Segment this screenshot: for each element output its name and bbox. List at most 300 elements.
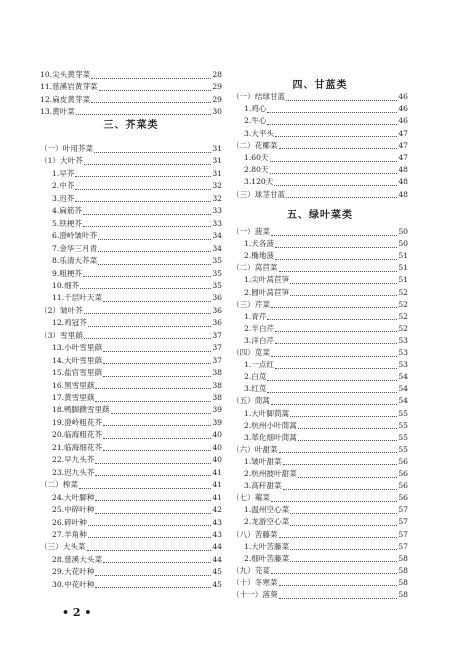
toc-entry-label: （十一）落葵 (232, 590, 278, 599)
toc-entry (232, 298, 408, 311)
leader-dots (290, 518, 397, 526)
leader-dots (286, 190, 397, 198)
toc-entry-page: 35 (212, 280, 222, 290)
toc-entry-label: 24.大叶脚种 (52, 492, 95, 502)
toc-entry-label: （1）大叶芥 (40, 156, 83, 166)
leader-dots (279, 591, 397, 599)
toc-entry-page: 44 (212, 554, 222, 564)
leader-dots (95, 468, 211, 476)
toc-entry-label: 3.大平头 (244, 128, 275, 138)
toc-entry (40, 379, 222, 392)
leader-dots (83, 207, 211, 215)
toc-entry (40, 204, 222, 217)
toc-entry-label: 13.黄叶菜 (40, 106, 75, 116)
leader-dots (84, 306, 211, 314)
toc-entry-page: 55 (398, 420, 408, 430)
toc-entry-page: 58 (398, 577, 408, 587)
toc-entry (232, 431, 408, 444)
toc-entry-page: 47 (398, 128, 408, 138)
leader-dots (279, 445, 397, 453)
leader-dots (103, 356, 211, 364)
toc-entry-page: 48 (398, 177, 408, 187)
toc-entry-page: 53 (398, 335, 408, 345)
toc-entry (40, 528, 222, 541)
toc-entry (232, 564, 408, 577)
toc-entry-page: 39 (212, 417, 222, 427)
leader-dots (271, 300, 397, 308)
toc-entry-page: 56 (398, 469, 408, 478)
toc-entry (232, 139, 408, 152)
toc-entry-label: 3.红苋 (244, 384, 267, 394)
toc-entry-page: 51 (398, 251, 408, 261)
toc-entry (232, 515, 408, 528)
leader-dots (267, 105, 397, 113)
toc-entry (40, 93, 222, 106)
toc-entry-page: 38 (212, 380, 222, 390)
toc-entry (40, 466, 222, 479)
leader-dots (298, 421, 397, 429)
toc-entry-page: 28 (212, 70, 222, 79)
toc-entry (232, 467, 408, 480)
toc-entry (40, 267, 222, 280)
leader-dots (91, 95, 211, 103)
toc-entry-page: 45 (212, 579, 222, 589)
leader-dots (80, 281, 211, 289)
leader-dots (290, 506, 397, 514)
leader-dots (94, 145, 211, 153)
toc-entry-label: 3.迟芥 (52, 193, 75, 203)
toc-entry-label: 2.杭州小叶茼蒿 (244, 420, 297, 430)
toc-entry-page: 46 (398, 116, 408, 126)
toc-entry (40, 416, 222, 429)
toc-entry-page: 36 (212, 293, 222, 303)
leader-dots (270, 154, 397, 162)
toc-entry-page: 36 (212, 305, 222, 315)
toc-entry (232, 540, 408, 553)
toc-entry (232, 358, 408, 371)
toc-entry-label: 28.慈溪大头菜 (52, 554, 103, 564)
toc-entry-label: 1.犬各菠 (244, 239, 275, 249)
toc-entry (40, 391, 222, 404)
toc-entry (40, 516, 222, 529)
toc-entry (40, 503, 222, 516)
toc-entry (232, 394, 408, 407)
leader-dots (267, 385, 397, 393)
toc-entry-page: 57 (398, 505, 408, 515)
toc-entry-page: 40 (212, 455, 222, 465)
toc-entry-label: 2.半白芹 (244, 323, 275, 333)
toc-entry-page: 41 (212, 480, 222, 490)
toc-entry-label: （十）冬寒菜 (232, 577, 278, 587)
toc-entry-label: 1.大叶苦藤菜 (244, 541, 290, 551)
toc-entry-label: 18.鸭脚蹼雪里蕻 (52, 405, 110, 415)
leader-dots (271, 349, 397, 357)
leader-dots (95, 506, 211, 514)
leader-dots (75, 182, 211, 190)
toc-entry-label: 20.临海粗花芥 (52, 430, 103, 440)
toc-entry (40, 354, 222, 367)
toc-entry (40, 304, 222, 317)
toc-entry-page: 33 (212, 206, 222, 216)
toc-entry-page: 54 (398, 396, 408, 406)
leader-dots (98, 257, 211, 265)
toc-entry-page: 51 (398, 275, 408, 285)
toc-entry (40, 316, 222, 329)
leader-dots (290, 542, 397, 550)
toc-entry (232, 503, 408, 516)
toc-entry-label: （3）雪里蕻 (40, 330, 83, 340)
toc-entry-page: 55 (398, 444, 408, 454)
leader-dots (275, 361, 397, 369)
toc-entry-page: 30 (212, 106, 222, 116)
leader-dots (279, 530, 397, 538)
toc-entry-page: 54 (398, 384, 408, 394)
toc-entry-label: （三）大头菜 (40, 542, 86, 552)
toc-entry (232, 346, 408, 359)
toc-entry-page: 53 (398, 348, 408, 357)
toc-entry (232, 479, 408, 492)
toc-entry-page: 34 (212, 243, 222, 253)
toc-entry-page: 57 (398, 529, 408, 539)
leader-dots (103, 344, 211, 352)
leader-dots (95, 580, 211, 588)
toc-entry-label: 1.60天 (244, 153, 269, 162)
leader-dots (95, 394, 211, 402)
toc-entry-page: 58 (398, 590, 408, 599)
toc-entry (232, 382, 408, 395)
leader-dots (274, 178, 397, 186)
toc-entry (232, 310, 408, 323)
toc-entry (232, 407, 408, 420)
toc-entry-label: 2.龙游空心菜 (244, 517, 290, 527)
leader-dots (88, 319, 211, 327)
toc-entry-page: 29 (212, 82, 222, 92)
leader-dots (83, 219, 211, 227)
toc-entry-label: （八）苦藤菜 (232, 529, 278, 539)
toc-entry-label: （一）结球甘蓝 (232, 92, 286, 101)
leader-dots (298, 470, 397, 478)
leader-dots (270, 166, 397, 174)
toc-entry (232, 455, 408, 468)
toc-entry-label: 26.碎叶种 (52, 517, 87, 527)
toc-entry-label: （三）芹菜 (232, 299, 270, 309)
toc-entry-page: 31 (212, 168, 222, 178)
toc-entry (232, 163, 408, 176)
toc-entry-page: 46 (398, 104, 408, 114)
toc-entry (40, 68, 222, 81)
leader-dots (88, 530, 211, 538)
toc-entry (40, 491, 222, 504)
leader-dots (290, 276, 397, 284)
toc-entry (232, 286, 408, 299)
toc-entry-label: 6.澄岭皱叶芥 (52, 231, 98, 241)
toc-entry-page: 55 (398, 408, 408, 418)
toc-entry-page: 45 (212, 567, 222, 577)
toc-entry-label: 2.椭地菠 (244, 251, 275, 261)
toc-entry (232, 151, 408, 164)
toc-entry-page: 55 (398, 432, 408, 442)
page-number: • 2 • (62, 606, 92, 619)
leader-dots (267, 117, 397, 125)
leader-dots (290, 409, 397, 417)
leader-dots (103, 418, 211, 426)
toc-entry (40, 142, 222, 155)
leader-dots (98, 232, 211, 240)
toc-entry-label: 19.澄岭粗花芥 (52, 417, 103, 427)
leader-dots (279, 264, 397, 272)
toc-entry-page: 44 (212, 542, 222, 552)
toc-entry-label: （2）皱叶芥 (40, 305, 83, 315)
toc-entry (40, 565, 222, 578)
toc-entry-label: 10.尖头黄芽菜 (40, 70, 91, 79)
toc-entry-page: 48 (398, 189, 408, 199)
toc-entry-page: 54 (398, 372, 408, 382)
toc-entry (232, 528, 408, 541)
toc-entry (232, 237, 408, 250)
leader-dots (103, 369, 211, 377)
toc-entry-label: 4.扁筋芥 (52, 206, 83, 216)
toc-entry-label: 2.白苋 (244, 372, 267, 382)
toc-entry-label: 3.革化细叶茼蒿 (244, 432, 297, 442)
leader-dots (111, 406, 211, 414)
toc-entry-label: 11.千层叶天菜 (52, 293, 103, 303)
toc-entry-page: 31 (212, 144, 222, 153)
toc-entry-page: 52 (398, 299, 408, 309)
toc-entry-page: 38 (212, 393, 222, 402)
toc-entry-label: 10.细芥 (52, 280, 80, 290)
leader-dots (275, 336, 397, 344)
leader-dots (275, 129, 397, 137)
toc-entry (40, 453, 222, 466)
toc-entry (40, 441, 222, 454)
toc-entry (40, 80, 222, 93)
toc-entry-label: 22.早九头芥 (52, 455, 95, 465)
toc-entry (232, 225, 408, 238)
toc-entry (40, 578, 222, 591)
toc-entry-label: （六）叶甜菜 (232, 444, 278, 454)
toc-entry (40, 540, 222, 553)
toc-entry-page: 52 (398, 287, 408, 297)
toc-entry-page: 41 (212, 492, 222, 502)
toc-entry-label: 2.牛心 (244, 116, 267, 126)
toc-entry-page: 37 (212, 330, 222, 340)
toc-entry (232, 102, 408, 115)
toc-entry-label: 29.大花叶种 (52, 567, 95, 577)
section-heading-mustard: 三、芥菜类 (103, 120, 159, 131)
toc-entry-label: 23.迟九头芥 (52, 467, 95, 477)
leader-dots (103, 555, 211, 563)
toc-entry-label: 3.洋白芹 (244, 335, 275, 345)
leader-dots (275, 240, 397, 248)
toc-entry (232, 419, 408, 432)
toc-entry-label: 12.鸡冠芥 (52, 318, 87, 328)
toc-entry-label: 1.皱叶甜菜 (244, 456, 282, 466)
leader-dots (271, 397, 397, 405)
toc-entry-page: 53 (398, 360, 408, 370)
leader-dots (103, 443, 211, 451)
toc-entry-label: （二）莴苣菜 (232, 263, 278, 273)
toc-entry (40, 179, 222, 192)
toc-entry-page: 57 (398, 517, 408, 527)
toc-entry (40, 242, 222, 255)
toc-entry-label: （七）蕹菜 (232, 493, 270, 503)
toc-entry (40, 291, 222, 304)
toc-entry-page: 42 (212, 505, 222, 515)
toc-entry (40, 229, 222, 242)
toc-entry-page: 47 (398, 153, 408, 162)
toc-entry-page: 50 (398, 227, 408, 236)
leader-dots (298, 433, 397, 441)
toc-entry-label: 2.圆叶莴苣笋 (244, 287, 290, 297)
toc-entry-page: 58 (398, 553, 408, 563)
toc-entry-label: （四）苋菜 (232, 348, 270, 357)
toc-entry (40, 403, 222, 416)
toc-entry (232, 188, 408, 201)
toc-entry-label: 2.细叶苦藤菜 (244, 553, 290, 563)
toc-entry-label: 21.临海细花芥 (52, 442, 103, 452)
toc-entry-page: 32 (212, 181, 222, 191)
leader-dots (91, 71, 211, 79)
toc-entry (232, 90, 408, 103)
toc-entry (40, 167, 222, 180)
toc-entry-label: 27.羊角种 (52, 529, 87, 539)
leader-dots (95, 456, 211, 464)
section-heading-leafy-greens: 五、绿叶菜类 (287, 210, 353, 221)
leader-dots (84, 331, 211, 339)
toc-entry (232, 491, 408, 504)
toc-entry (40, 329, 222, 342)
toc-entry-page: 34 (212, 231, 222, 241)
section-heading-cabbage: 四、甘蓝类 (292, 80, 348, 91)
toc-entry (232, 576, 408, 589)
toc-entry-label: （九）芫荽 (232, 565, 270, 575)
toc-entry-label: 1.大叶脚茼蒿 (244, 408, 290, 418)
toc-entry-label: 16.黑雪里蕻 (52, 380, 95, 390)
toc-entry-label: （一）菠菜 (232, 227, 270, 236)
toc-entry-label: 13.小叶雪里蕻 (52, 343, 103, 353)
toc-entry-label: （二）榨菜 (40, 480, 78, 490)
toc-entry-label: 15.盐官雪里蕻 (52, 368, 103, 378)
toc-entry-page: 43 (212, 529, 222, 539)
toc-entry (40, 279, 222, 292)
leader-dots (76, 107, 211, 115)
toc-entry-page: 52 (398, 311, 408, 321)
leader-dots (98, 244, 211, 252)
toc-entry-page: 41 (212, 467, 222, 477)
toc-entry (232, 552, 408, 565)
leader-dots (87, 543, 211, 551)
toc-entry-page: 31 (212, 156, 222, 166)
toc-entry-page: 37 (212, 355, 222, 365)
toc-entry-label: 30.中花叶种 (52, 579, 95, 589)
toc-entry-label: 1.温州空心菜 (244, 505, 290, 515)
leader-dots (271, 494, 397, 502)
toc-entry (40, 366, 222, 379)
toc-entry-label: （二）花椰菜 (232, 140, 278, 150)
toc-entry-page: 29 (212, 94, 222, 104)
leader-dots (290, 288, 397, 296)
toc-entry-label: 14.大叶雪里蕻 (52, 355, 103, 365)
toc-entry-label: （五）茼蒿 (232, 396, 270, 406)
leader-dots (95, 568, 211, 576)
toc-entry-page: 35 (212, 268, 222, 278)
toc-entry-page: 40 (212, 430, 222, 440)
toc-entry (40, 192, 222, 205)
leader-dots (84, 157, 211, 165)
toc-entry-label: 12.扁皮黄芽菜 (40, 94, 91, 104)
leader-dots (88, 518, 211, 526)
toc-entry-label: 9.粗梗芥 (52, 268, 83, 278)
toc-entry (40, 254, 222, 267)
toc-entry-page: 35 (212, 256, 222, 266)
toc-entry (232, 249, 408, 262)
toc-entry-page: 37 (212, 343, 222, 353)
leader-dots (103, 431, 211, 439)
toc-entry-label: （一）叶用芥菜 (40, 144, 94, 153)
toc-entry (40, 217, 222, 230)
toc-entry-label: 1.一点红 (244, 360, 275, 370)
leader-dots (267, 312, 397, 320)
toc-entry (232, 334, 408, 347)
leader-dots (279, 578, 397, 586)
leader-dots (95, 493, 211, 501)
toc-entry-label: 2.80天 (244, 165, 269, 175)
toc-entry-page: 56 (398, 481, 408, 491)
toc-entry (232, 588, 408, 601)
leader-dots (103, 294, 211, 302)
toc-entry-label: 17.黄雪里蕻 (52, 393, 95, 402)
toc-entry (232, 114, 408, 127)
toc-entry-label: 1.鸡心 (244, 104, 267, 114)
toc-entry-page: 57 (398, 541, 408, 551)
toc-entry (40, 341, 222, 354)
toc-entry (232, 443, 408, 456)
toc-entry-label: 11.慈溪岩黄芽菜 (40, 82, 98, 92)
toc-entry (40, 154, 222, 167)
toc-entry-page: 36 (212, 318, 222, 328)
toc-entry-page: 46 (398, 92, 408, 101)
toc-entry-page: 39 (212, 405, 222, 415)
leader-dots (275, 252, 397, 260)
toc-entry-page: 52 (398, 323, 408, 333)
leader-dots (271, 228, 397, 236)
toc-entry-page: 56 (398, 456, 408, 466)
leader-dots (75, 194, 211, 202)
toc-entry-page: 47 (398, 140, 408, 150)
toc-entry-label: 3.120天 (244, 177, 274, 187)
leader-dots (271, 566, 397, 574)
toc-entry (232, 370, 408, 383)
toc-entry-label: 5.铁梗芥 (52, 218, 83, 228)
toc-entry-page: 58 (398, 565, 408, 575)
toc-entry-page: 48 (398, 165, 408, 175)
toc-entry (232, 175, 408, 188)
leader-dots (95, 381, 211, 389)
toc-entry-label: （三）球茎甘蓝 (232, 189, 286, 199)
toc-entry-label: 3.高秆甜菜 (244, 481, 282, 491)
leader-dots (267, 373, 397, 381)
leader-dots (99, 83, 211, 91)
toc-entry-page: 33 (212, 218, 222, 228)
leader-dots (290, 554, 397, 562)
toc-entry-label: 25.中碎叶种 (52, 505, 95, 515)
toc-entry-page: 32 (212, 193, 222, 203)
toc-entry-page: 43 (212, 517, 222, 527)
leader-dots (286, 93, 397, 101)
toc-entry-page: 38 (212, 368, 222, 378)
toc-entry (232, 261, 408, 274)
toc-entry-page: 51 (398, 263, 408, 273)
